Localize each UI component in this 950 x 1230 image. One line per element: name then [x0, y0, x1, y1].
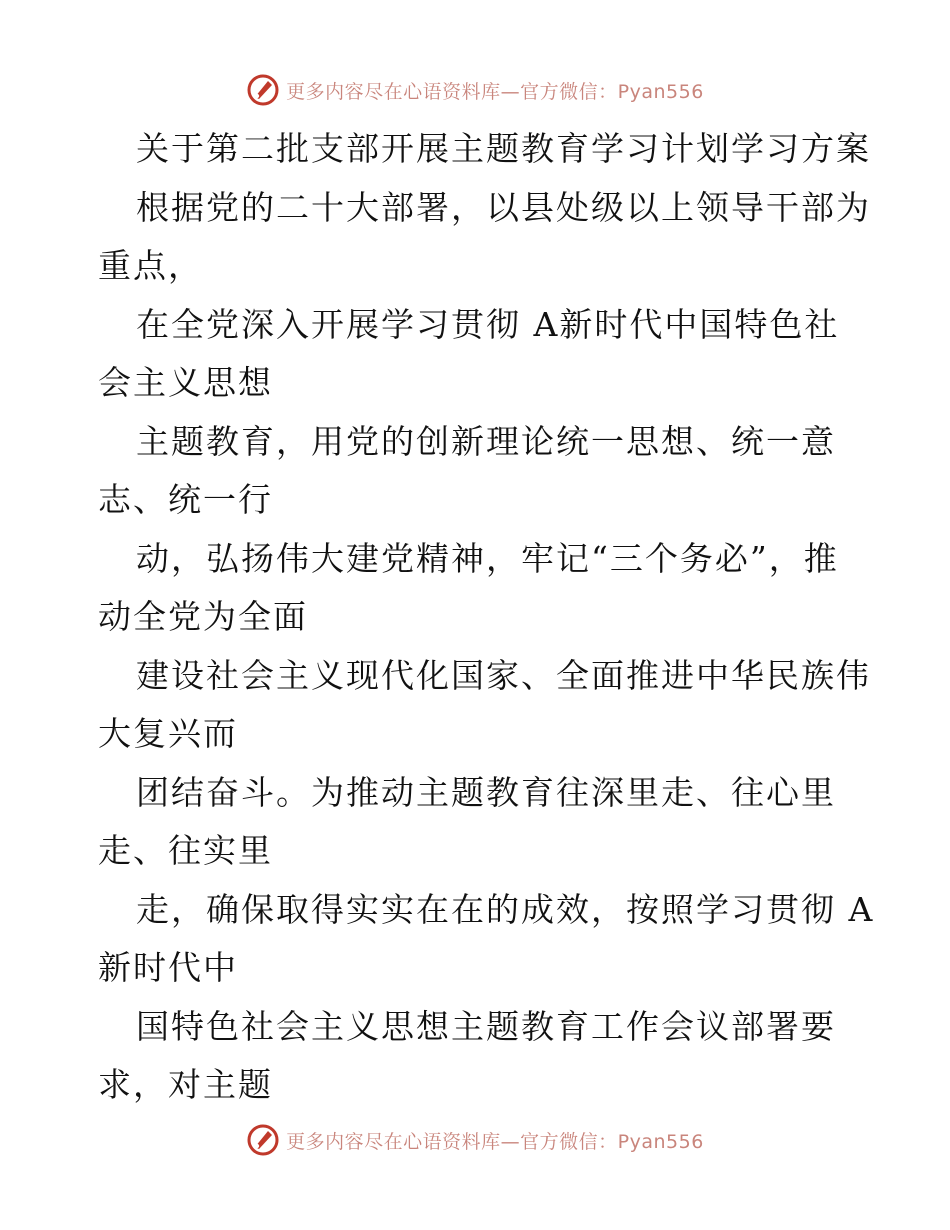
document-line: 求，对主题: [98, 1065, 273, 1104]
document-line: 重点，: [98, 246, 203, 285]
document-line: 会主义思想: [98, 363, 273, 402]
header-watermark: [0, 72, 950, 108]
document-body: [98, 120, 875, 1115]
document-line: 根据党的二十大部署，以县处级以上领导干部为: [136, 187, 871, 227]
document-line: 国特色社会主义思想主题教育工作会议部署要: [136, 1006, 836, 1046]
ink-pen-logo-icon: [246, 73, 280, 107]
document-line: 走，确保取得实实在在的成效，按照学习贯彻 A: [136, 889, 875, 929]
ink-pen-logo-icon: [246, 1123, 280, 1157]
document-line: 动全党为全面: [98, 597, 308, 636]
document-line: 志、统一行: [98, 480, 273, 519]
footer-watermark: [0, 1122, 950, 1158]
document-line: 关于第二批支部开展主题教育学习计划学习方案: [136, 129, 871, 168]
document-line: 大复兴而: [98, 714, 238, 753]
document-line: 主题教育，用党的创新理论统一思想、统一意: [136, 421, 836, 461]
document-line: 动，弘扬伟大建党精神，牢记“三个务必”，推: [136, 538, 839, 578]
document-line: 团结奋斗。为推动主题教育往深里走、往心里: [136, 772, 836, 812]
document-line: 在全党深入开展学习贯彻 A新时代中国特色社: [136, 304, 840, 344]
document-line: 建设社会主义现代化国家、全面推进中华民族伟: [136, 655, 871, 695]
watermark-text: 更多内容尽在心语资料库—官方微信：Pyan556: [286, 80, 704, 103]
document-line: 新时代中: [98, 948, 238, 987]
document-line: 走、往实里: [98, 831, 273, 870]
watermark-text: 更多内容尽在心语资料库—官方微信：Pyan556: [286, 1130, 704, 1153]
